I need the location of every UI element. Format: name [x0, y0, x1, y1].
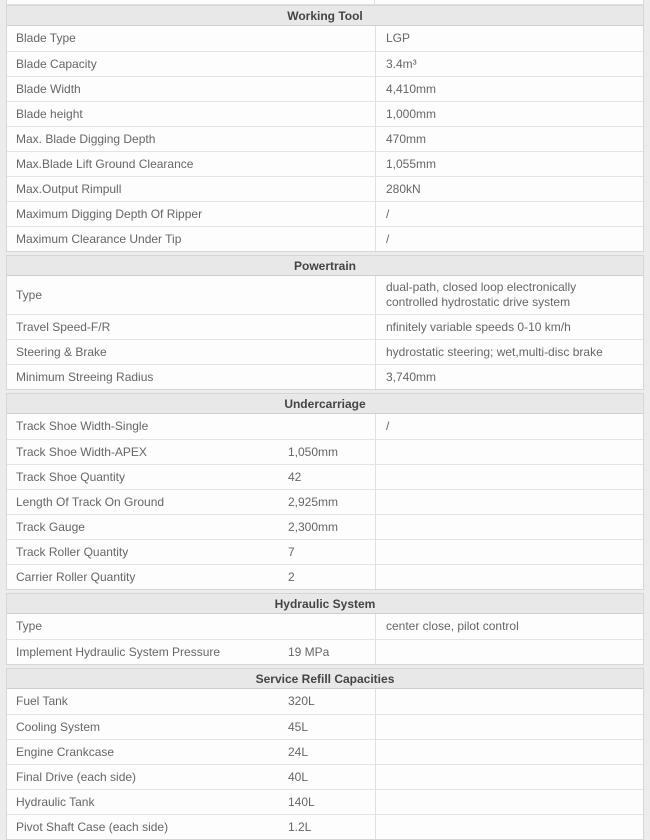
spec-value-middle [288, 160, 375, 168]
spec-value-right: dual-path, closed loop electronically controlled hydrostatic drive system [375, 276, 643, 314]
spec-value-right: 4,410mm [375, 77, 643, 101]
spec-value-right: / [375, 227, 643, 251]
spec-value-middle: 1,050mm [288, 444, 339, 459]
spec-label: Length Of Track On Ground [16, 494, 165, 509]
table-row [7, 276, 643, 314]
spec-value-right: hydrostatic steering; wet,multi-disc brake [375, 340, 643, 364]
spec-label: Max.Blade Lift Ground Clearance [16, 156, 194, 171]
spec-value-middle [288, 35, 375, 43]
spec-value-middle: 45L [288, 719, 309, 734]
spec-value-right [375, 540, 643, 564]
spec-value-middle [288, 373, 375, 381]
spec-value-right: 1,000mm [375, 102, 643, 126]
spec-label: Blade height [16, 106, 83, 121]
section-header [7, 669, 643, 689]
section-title: Working Tool [287, 8, 363, 23]
spec-label: Type [16, 287, 43, 302]
spec-value-right [375, 815, 643, 839]
spec-value-right [375, 740, 643, 764]
spec-label: Maximum Clearance Under Tip [16, 231, 182, 246]
table-row [7, 714, 643, 739]
spec-value-middle: 7 [288, 544, 295, 559]
table-row [7, 364, 643, 389]
spec-value-middle: 24L [288, 744, 309, 759]
spec-label: Maximum Digging Depth Of Ripper [16, 206, 203, 221]
spec-section [6, 593, 644, 665]
spec-value-middle [288, 135, 375, 143]
spec-value-middle [288, 110, 375, 118]
spec-label: Travel Speed-F/R [16, 319, 111, 334]
section-header [7, 394, 643, 414]
spec-value-middle: 140L [288, 794, 315, 809]
spec-value-right [375, 689, 643, 714]
spec-value-right: 280kN [375, 177, 643, 201]
table-row [7, 539, 643, 564]
table-row [7, 414, 643, 439]
table-row [7, 51, 643, 76]
spec-label: Track Gauge [16, 519, 85, 534]
table-row [7, 564, 643, 589]
table-row [7, 614, 643, 639]
sections-host [6, 5, 644, 840]
section-header [7, 256, 643, 276]
spec-value-middle: 2,300mm [288, 519, 339, 534]
spec-value-right: / [375, 414, 643, 439]
spec-value-middle [288, 185, 375, 193]
table-row [7, 176, 643, 201]
spec-value-middle: 19 MPa [288, 644, 330, 659]
spec-value-middle [288, 423, 375, 431]
section-title: Powertrain [293, 258, 356, 273]
table-row [7, 639, 643, 664]
spec-label: Hydraulic Tank [16, 794, 95, 809]
spec-value-middle: 1.2L [288, 819, 312, 834]
spec-value-right [375, 765, 643, 789]
table-row [7, 689, 643, 714]
table-row [7, 814, 643, 839]
spec-label: Track Shoe Quantity [16, 469, 125, 484]
table-row [7, 26, 643, 51]
spec-label: Cooling System [16, 719, 101, 734]
spec-value-right [375, 565, 643, 589]
section-title: Undercarriage [284, 396, 366, 411]
spec-value-middle: 320L [288, 694, 315, 708]
section-header [7, 6, 643, 26]
spec-label: Track Shoe Width-Single [16, 419, 149, 433]
spec-value-right: 3.4m³ [375, 52, 643, 76]
spec-label: Blade Capacity [16, 56, 97, 71]
spec-section [6, 5, 644, 252]
table-row [7, 151, 643, 176]
table-row [7, 76, 643, 101]
spec-value-middle: 2,925mm [288, 494, 339, 509]
partial-row-label-cell [7, 0, 374, 4]
spec-label: Track Shoe Width-APEX [16, 444, 147, 459]
spec-value-right: 3,740mm [375, 365, 643, 389]
table-row [7, 314, 643, 339]
spec-value-middle [288, 323, 375, 331]
spec-label: Max. Blade Digging Depth [16, 131, 156, 146]
table-row [7, 126, 643, 151]
section-header [7, 594, 643, 614]
section-rows [7, 414, 643, 589]
spec-value-middle: 40L [288, 769, 309, 784]
table-row [7, 789, 643, 814]
spec-value-middle: 2 [288, 569, 295, 584]
spec-label: Track Roller Quantity [16, 544, 129, 559]
spec-label: Carrier Roller Quantity [16, 569, 136, 584]
section-rows [7, 26, 643, 251]
table-row [7, 339, 643, 364]
spec-value-right [375, 440, 643, 464]
spec-value-middle: 42 [288, 469, 302, 484]
spec-label: Minimum Streeing Radius [16, 369, 154, 384]
spec-value-right [375, 515, 643, 539]
spec-value-right: 1,055mm [375, 152, 643, 176]
spec-label: Fuel Tank [16, 694, 68, 708]
spec-label: Blade Type [16, 31, 76, 45]
spec-value-right [375, 640, 643, 664]
spec-table [6, 0, 644, 840]
spec-label: Type [16, 619, 43, 633]
spec-value-middle [288, 60, 375, 68]
spec-label: Steering & Brake [16, 344, 107, 359]
spec-label: Blade Width [16, 81, 81, 96]
spec-value-right: / [375, 202, 643, 226]
section-title: Service Refill Capacities [255, 671, 395, 686]
table-row [7, 101, 643, 126]
spec-label: Engine Crankcase [16, 744, 115, 759]
spec-section [6, 255, 644, 390]
spec-value-right [375, 465, 643, 489]
spec-value-right [375, 490, 643, 514]
spec-label: Pivot Shaft Case (each side) [16, 819, 169, 834]
spec-label: Final Drive (each side) [16, 769, 137, 784]
spec-section [6, 668, 644, 840]
spec-value-right [375, 790, 643, 814]
partial-row-value-cell [374, 0, 643, 4]
spec-value-right: nfinitely variable speeds 0-10 km/h [375, 315, 643, 339]
spec-value-right: 470mm [375, 127, 643, 151]
spec-label: Implement Hydraulic System Pressure [16, 644, 221, 659]
table-row [7, 464, 643, 489]
spec-value-right [375, 715, 643, 739]
table-row [7, 226, 643, 251]
spec-section [6, 393, 644, 590]
spec-value-middle [288, 210, 375, 218]
table-row [7, 764, 643, 789]
table-row [7, 201, 643, 226]
spec-value-right: LGP [375, 26, 643, 51]
spec-value-middle [288, 291, 375, 299]
section-rows [7, 689, 643, 839]
table-row [7, 489, 643, 514]
table-row [7, 439, 643, 464]
spec-label: Max.Output Rimpull [16, 181, 122, 196]
spec-value-middle [288, 85, 375, 93]
section-rows [7, 276, 643, 389]
table-row [7, 739, 643, 764]
spec-value-middle [288, 623, 375, 631]
section-rows [7, 614, 643, 664]
section-title: Hydraulic System [274, 596, 376, 611]
spec-value-middle [288, 235, 375, 243]
table-row [7, 514, 643, 539]
spec-value-right: center close, pilot control [375, 614, 643, 639]
spec-value-middle [288, 348, 375, 356]
